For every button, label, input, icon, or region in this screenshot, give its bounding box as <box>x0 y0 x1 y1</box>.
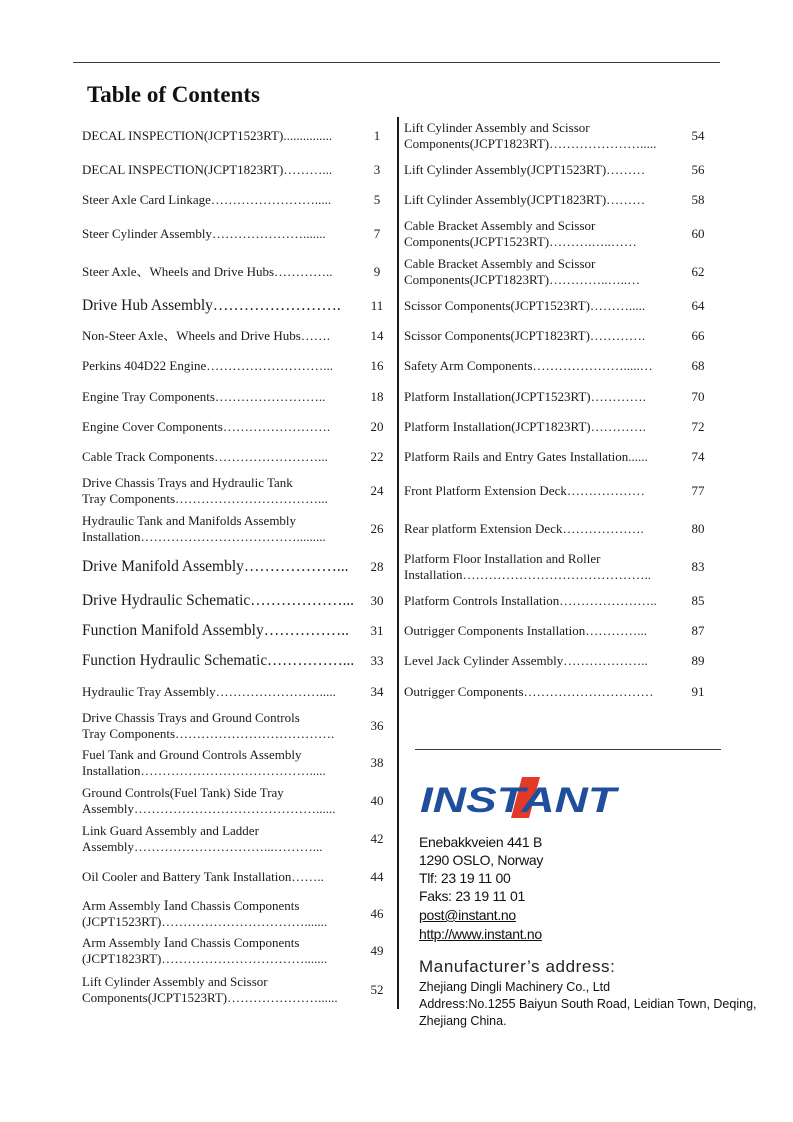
toc-entry-title <box>404 120 672 152</box>
toc-entry-line: Components(JCPT1523RT)……….…..…… <box>404 234 637 249</box>
toc-entry-page: 33 <box>370 653 384 668</box>
toc-entry-title <box>404 653 672 669</box>
toc-entry-line: Assembly…………………………...………... <box>82 839 323 854</box>
manufacturer-heading: Manufacturer’s address: <box>419 957 616 976</box>
toc-entry-page: 3 <box>373 162 381 177</box>
toc-entry-line: Platform Controls Installation………………….. <box>404 593 657 608</box>
toc-entry-line: Steer Axle Card Linkage……………………..... <box>82 192 332 207</box>
toc-entry-page: 18 <box>370 389 384 404</box>
toc-entry-line: Oil Cooler and Battery Tank Installation…….. <box>82 869 324 884</box>
logo-wordmark: INSTANT <box>420 781 620 820</box>
toc-entry-line: Lift Cylinder Assembly and Scissor <box>82 974 268 989</box>
toc-entry-line: DECAL INSPECTION(JCPT1823RT)………... <box>82 162 333 177</box>
toc-entry-line: Components(JCPT1523RT)…………………...... <box>82 990 338 1005</box>
toc-entry-page: 80 <box>691 521 705 536</box>
toc-entry-page: 24 <box>370 483 384 498</box>
toc-entry-line: Drive Chassis Trays and Hydraulic Tank <box>82 475 293 490</box>
toc-entry-page: 83 <box>691 559 705 574</box>
toc-entry-line: Installation………………………………......... <box>82 529 326 544</box>
toc-entry-page: 54 <box>691 128 705 143</box>
toc-entry-line: Platform Installation(JCPT1523RT)…………. <box>404 389 646 404</box>
toc-entry-page: 20 <box>370 419 384 434</box>
toc-entry-line: Drive Hydraulic Schematic………………... <box>82 592 355 609</box>
toc-entry[interactable] <box>0 358 793 374</box>
toc-entry-title <box>404 551 672 583</box>
toc-entry[interactable] <box>0 623 793 639</box>
toc-entry-line: Hydraulic Tank and Manifolds Assembly <box>82 513 297 528</box>
toc-entry[interactable] <box>0 328 793 344</box>
toc-entry-line: Drive Hub Assembly……………………. <box>82 297 341 314</box>
toc-entry-line: Function Hydraulic Schematic……………... <box>82 652 355 669</box>
toc-entry-page: 58 <box>691 192 705 207</box>
toc-entry-page: 28 <box>370 559 384 574</box>
toc-entry-page: 70 <box>691 389 705 404</box>
toc-entry-title <box>404 449 672 465</box>
toc-entry-line: Perkins 404D22 Engine………………………... <box>82 358 333 373</box>
contact-phone: Tlf: 23 19 11 00 <box>419 870 511 886</box>
toc-entry[interactable] <box>0 218 793 250</box>
toc-entry-title <box>404 218 672 250</box>
contact-web-link[interactable]: http://www.instant.no <box>419 926 542 942</box>
toc-entry-page: 30 <box>370 593 384 608</box>
toc-entry-line: Installation…………………………………..... <box>82 763 326 778</box>
toc-entry-line: Tray Components………………………………. <box>82 726 335 741</box>
toc-entry-title <box>404 483 672 499</box>
page-title: Table of Contents <box>87 82 260 107</box>
toc-entry-page: 68 <box>691 358 705 373</box>
toc-entry-line: Steer Axle、Wheels and Drive Hubs………….. <box>82 264 333 279</box>
toc-entry-line: Engine Cover Components……………………. <box>82 419 331 434</box>
toc-entry-line: Platform Installation(JCPT1823RT)…………. <box>404 419 646 434</box>
toc-entry-line: Scissor Components(JCPT1523RT)………..... <box>404 298 646 313</box>
toc-entry-page: 42 <box>370 831 384 846</box>
toc-entry-page: 77 <box>691 483 705 498</box>
toc-entry[interactable] <box>0 389 793 405</box>
toc-entry-line: Components(JCPT1823RT)…………………..... <box>404 136 657 151</box>
toc-entry-page: 60 <box>691 226 705 241</box>
toc-entry-line: Fuel Tank and Ground Controls Assembly <box>82 747 302 762</box>
toc-entry-line: Safety Arm Components………………….....… <box>404 358 653 373</box>
toc-entry-page: 31 <box>370 623 384 638</box>
toc-entry-line: Steer Cylinder Assembly…………………....... <box>82 226 326 241</box>
toc-entry-line: Non-Steer Axle、Wheels and Drive Hubs……. <box>82 328 331 343</box>
manufacturer-name: Zhejiang Dingli Machinery Co., Ltd <box>419 980 611 994</box>
toc-entry[interactable] <box>0 593 793 609</box>
toc-entry-title <box>404 419 672 435</box>
manufacturer-address: Address:No.1255 Baiyun South Road, Leidian Town, Deqing, <box>419 997 757 1011</box>
toc-entry-page: 38 <box>370 755 384 770</box>
toc-entry-title <box>404 389 672 405</box>
toc-entry[interactable] <box>0 298 793 314</box>
toc-entry-page: 14 <box>370 328 384 343</box>
toc-entry-line: Drive Chassis Trays and Ground Controls <box>82 710 300 725</box>
toc-entry-line: Level Jack Cylinder Assembly……………….. <box>404 653 648 668</box>
toc-entry-title <box>404 684 672 700</box>
toc-entry-title <box>404 623 672 639</box>
toc-entry-page: 22 <box>370 449 384 464</box>
toc-entry-title <box>404 298 672 314</box>
toc-entry-line: Arm Assembly Ⅰand Chassis Components <box>82 935 300 950</box>
contact-street: Enebakkveien 441 B <box>419 834 543 850</box>
toc-entry-page: 91 <box>691 684 705 699</box>
toc-entry[interactable] <box>0 120 793 152</box>
contact-email-link[interactable]: post@instant.no <box>419 907 516 923</box>
toc-entry[interactable] <box>0 551 793 583</box>
toc-entry-line: (JCPT1523RT)……………………………....... <box>82 914 328 929</box>
toc-entry-line: Lift Cylinder Assembly(JCPT1523RT)……… <box>404 162 646 177</box>
contact-city: 1290 OSLO, Norway <box>419 852 544 868</box>
toc-entry-page: 49 <box>370 943 384 958</box>
toc-entry-line: Platform Floor Installation and Roller <box>404 551 601 566</box>
toc-entry-title <box>404 358 672 374</box>
toc-entry-page: 9 <box>373 264 381 279</box>
toc-entry-line: Link Guard Assembly and Ladder <box>82 823 259 838</box>
toc-entry-line: Platform Rails and Entry Gates Installation...... <box>404 449 648 464</box>
toc-entry-line: Tray Components……………………………... <box>82 491 328 506</box>
toc-entry-line: Lift Cylinder Assembly and Scissor <box>404 120 590 135</box>
toc-entry-page: 85 <box>691 593 705 608</box>
toc-entry-page: 46 <box>370 906 384 921</box>
toc-entry-line: Arm Assembly Ⅰand Chassis Components <box>82 898 300 913</box>
toc-entry-page: 87 <box>691 623 705 638</box>
toc-entry-line: Drive Manifold Assembly………………... <box>82 558 349 575</box>
toc-entry-line: Front Platform Extension Deck……………… <box>404 483 645 498</box>
toc-entry-line: (JCPT1823RT)……………………………....... <box>82 951 328 966</box>
toc-entry-page: 44 <box>370 869 384 884</box>
toc-entry-page: 34 <box>370 684 384 699</box>
toc-entry-title <box>404 328 672 344</box>
toc-entry-line: Rear platform Extension Deck………………. <box>404 521 644 536</box>
toc-entry-page: 72 <box>691 419 705 434</box>
toc-entry-page: 74 <box>691 449 705 464</box>
toc-entry[interactable] <box>0 684 793 700</box>
toc-entry-page: 11 <box>370 298 384 313</box>
toc-entry-line: Assembly……………………………………...... <box>82 801 336 816</box>
toc-entry-line: Outrigger Components Installation…………... <box>404 623 648 638</box>
toc-entry-page: 62 <box>691 264 705 279</box>
manufacturer-region: Zhejiang China. <box>419 1014 507 1028</box>
toc-entry[interactable] <box>0 256 793 288</box>
toc-entry-page: 40 <box>370 793 384 808</box>
toc-entry-line: Engine Tray Components…………………….. <box>82 389 326 404</box>
toc-entry-title <box>404 256 672 288</box>
toc-entry-title <box>404 192 672 208</box>
contact-fax: Faks: 23 19 11 01 <box>419 888 525 904</box>
toc-entry-line: Lift Cylinder Assembly(JCPT1823RT)……… <box>404 192 646 207</box>
toc-entry-line: Cable Bracket Assembly and Scissor <box>404 218 596 233</box>
toc-entry[interactable] <box>0 483 793 499</box>
toc-entry-page: 7 <box>373 226 381 241</box>
toc-entry-page: 5 <box>373 192 381 207</box>
section-rule <box>415 749 721 750</box>
toc-entry-line: Installation…………………………………….. <box>404 567 651 582</box>
instant-logo <box>417 774 622 822</box>
toc-entry-page: 36 <box>370 718 384 733</box>
toc-entry-line: Components(JCPT1823RT)…………..…..… <box>404 272 641 287</box>
toc-entry-line: Outrigger Components………………………… <box>404 684 654 699</box>
toc-entry-title <box>404 521 672 537</box>
toc-entry-title <box>404 162 672 178</box>
toc-entry-page: 52 <box>370 982 384 997</box>
toc-entry-page: 89 <box>691 653 705 668</box>
toc-entry[interactable] <box>0 419 793 435</box>
toc-entry-page: 16 <box>370 358 384 373</box>
toc-entry-page: 26 <box>370 521 384 536</box>
toc-entry-page: 1 <box>373 128 381 143</box>
toc-entry-line: Function Manifold Assembly…………….. <box>82 622 349 639</box>
toc-entry-line: Cable Bracket Assembly and Scissor <box>404 256 596 271</box>
toc-entry-page: 56 <box>691 162 705 177</box>
toc-entry-page: 64 <box>691 298 705 313</box>
toc-entry[interactable] <box>0 653 793 669</box>
toc-entry-line: Ground Controls(Fuel Tank) Side Tray <box>82 785 284 800</box>
toc-entry-page: 66 <box>691 328 705 343</box>
toc-entry[interactable] <box>0 449 793 465</box>
toc-entry[interactable] <box>0 521 793 537</box>
toc-entry-line: Scissor Components(JCPT1823RT)…………. <box>404 328 646 343</box>
toc-entry[interactable] <box>0 192 793 208</box>
toc-entry-line: DECAL INSPECTION(JCPT1523RT)............... <box>82 128 333 143</box>
toc-entry-line: Cable Track Components……………………... <box>82 449 328 464</box>
toc-entry-title <box>404 593 672 609</box>
toc-entry-line: Hydraulic Tray Assembly……………………..... <box>82 684 336 699</box>
toc-entry[interactable] <box>0 162 793 178</box>
